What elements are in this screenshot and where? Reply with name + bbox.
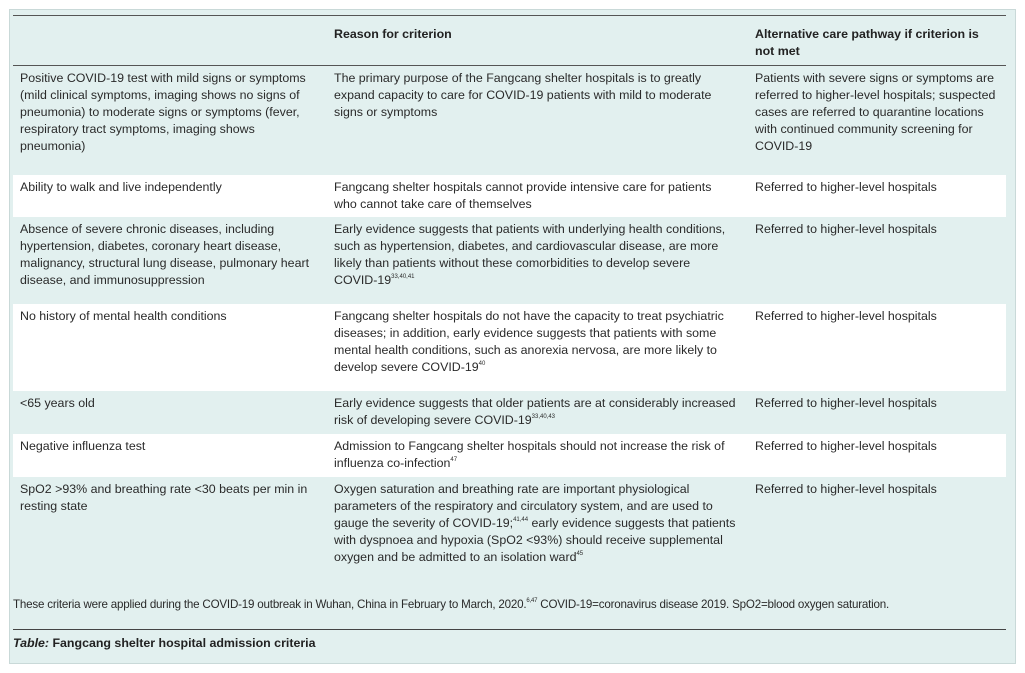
alternative-cell: Referred to higher-level hospitals bbox=[755, 439, 937, 453]
criterion-cell: Negative influenza test bbox=[20, 439, 146, 453]
reason-cell bbox=[322, 391, 744, 434]
table-caption bbox=[13, 636, 316, 650]
reason-cell bbox=[322, 175, 744, 217]
reason-refs: 33,40,43 bbox=[531, 414, 556, 420]
table-header-row bbox=[13, 16, 1006, 66]
reason-cell bbox=[322, 66, 744, 175]
table-row bbox=[13, 477, 1006, 584]
reason-text: Oxygen saturation and breathing rate are important physiological parameters of the respiratory and circulatory system, and are used to gauge the severity of COVID-19; bbox=[334, 482, 713, 530]
criterion-cell: Ability to walk and live independently bbox=[20, 180, 222, 194]
criterion-cell: <65 years old bbox=[20, 396, 95, 410]
table-row bbox=[13, 304, 1006, 391]
caption-text: Fangcang shelter hospital admission criteria bbox=[49, 636, 316, 650]
table-row bbox=[13, 391, 1006, 434]
reason-cell bbox=[322, 434, 744, 477]
reason-cell bbox=[322, 304, 744, 391]
criteria-table bbox=[13, 15, 1006, 584]
reason-refs: 47 bbox=[450, 457, 458, 463]
footnote-definitions: COVID-19=coronavirus disease 2019. SpO2=blood oxygen saturation. bbox=[537, 598, 890, 611]
alternative-cell: Patients with severe signs or symptoms are referred to higher-level hospitals; suspected cases are referred to quarantine locations with continued community screening for COVID-19 bbox=[755, 71, 996, 153]
reason-text: Fangcang shelter hospitals cannot provide intensive care for patients who cannot take care of themselves bbox=[334, 180, 712, 211]
table-row bbox=[13, 66, 1006, 175]
reason-cell bbox=[322, 477, 744, 584]
reason-text: Early evidence suggests that patients with underlying health conditions, such as hypertension, diabetes, and cardiovascular disease, are more likely than patients without these comorbidities to develop severe COVID-19 bbox=[334, 222, 726, 287]
reason-refs: 40 bbox=[478, 361, 486, 367]
reason-text: Fangcang shelter hospitals do not have the capacity to treat psychiatric diseases; in addition, early evidence suggests that patients with some mental health conditions, such as anorexia nervosa, are more likely to develop severe COVID-19 bbox=[334, 309, 724, 374]
table-row bbox=[13, 217, 1006, 304]
criterion-cell: No history of mental health conditions bbox=[20, 309, 227, 323]
reason-refs: 41,44 bbox=[513, 517, 529, 523]
header-criterion bbox=[13, 16, 322, 65]
caption-label: Table: bbox=[13, 636, 50, 650]
footnote-refs: 6,47 bbox=[526, 598, 538, 604]
footnote-text: These criteria were applied during the COVID-19 outbreak in Wuhan, China in February to March, 2020. bbox=[13, 598, 527, 611]
alternative-cell: Referred to higher-level hospitals bbox=[755, 309, 937, 323]
criterion-cell: Absence of severe chronic diseases, including hypertension, diabetes, coronary heart disease, malignancy, structural lung disease, pulmonary heart disease, and immunosuppression bbox=[20, 222, 310, 287]
reason-cell bbox=[322, 217, 744, 304]
table-footnote bbox=[13, 597, 1006, 613]
header-reason: Reason for criterion bbox=[334, 27, 452, 41]
reason-tail-refs: 45 bbox=[576, 551, 584, 557]
alternative-cell: Referred to higher-level hospitals bbox=[755, 396, 937, 410]
criterion-cell: SpO2 >93% and breathing rate <30 beats per min in resting state bbox=[20, 482, 308, 513]
table-row bbox=[13, 434, 1006, 477]
criterion-cell: Positive COVID-19 test with mild signs or symptoms (mild clinical symptoms, imaging shows no signs of pneumonia) to moderate signs or symptoms (fever, respiratory tract symptoms, imaging shows pneumonia) bbox=[20, 71, 306, 153]
reason-text: Early evidence suggests that older patients are at considerably increased risk of developing severe COVID-19 bbox=[334, 396, 736, 427]
table-row bbox=[13, 175, 1006, 217]
alternative-cell: Referred to higher-level hospitals bbox=[755, 482, 937, 496]
alternative-cell: Referred to higher-level hospitals bbox=[755, 222, 937, 236]
reason-refs: 33,40,41 bbox=[391, 274, 415, 280]
reason-tail-text: early evidence suggests that patients with dyspnoea and hypoxia (SpO2 <93%) should receive supplemental oxygen and be admitted to an isolation ward bbox=[334, 516, 736, 564]
reason-text: Admission to Fangcang shelter hospitals should not increase the risk of influenza co-infection bbox=[334, 439, 725, 470]
header-alternative: Alternative care pathway if criterion is not met bbox=[755, 27, 979, 58]
alternative-cell: Referred to higher-level hospitals bbox=[755, 180, 937, 194]
reason-text: The primary purpose of the Fangcang shelter hospitals is to greatly expand capacity to care for COVID-19 patients with mild to moderate signs or symptoms bbox=[334, 71, 712, 119]
caption-divider bbox=[13, 629, 1006, 630]
